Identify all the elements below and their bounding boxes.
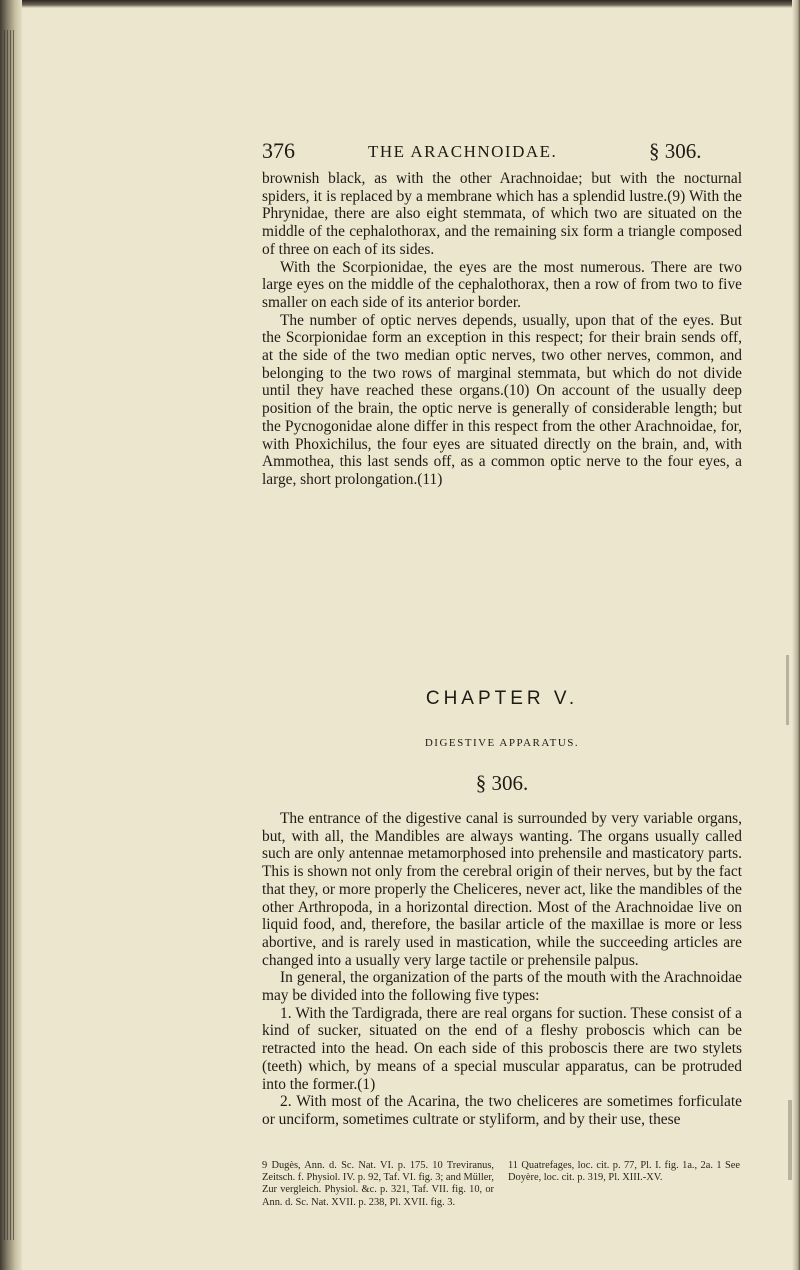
top-text-block bbox=[262, 170, 742, 489]
footnotes-right bbox=[508, 1160, 740, 1184]
paragraph: The number of optic nerves depends, usually, upon that of the eyes. But the Scorpionidae form an exception in this respect; for their brain sends off, at the side of the two median optic nerves, two other nerves, common, and belonging to the two rows of marginal stemmata, but which do not divide until they have reached these organs.(10) On account of the usually deep position of the brain, the optic nerve is generally of considerable length; but the Pycnogonidae alone differ in this respect from the other Arachnoidae, for, with Phoxichilus, the four eyes are situated directly on the brain, and, with Ammothea, this last sends off, as a common optic nerve to the four eyes, a large, short prolongation.(11) bbox=[262, 311, 742, 488]
paragraph: The entrance of the digestive canal is surrounded by very variable organs, but, with all, the Mandibles are always wanting. The organs usually called such are only antennae metamorphosed into prehensile and masticatory parts. This is shown not only from the cerebral origin of their nerves, but by the fact that they, or more properly the Cheliceres, never act, like the mandibles of the other Arthropoda, in a horizontal direction. Most of the Arachnoidae live on liquid food, and, therefore, the basilar article of the maxillae is more or less abortive, and is rarely used in mastication, while the succeeding articles are changed into a usually very large tactile or prehensile palpus. bbox=[262, 810, 742, 969]
running-head: THE ARACHNOIDAE. bbox=[368, 142, 558, 161]
chapter-subtitle: DIGESTIVE APPARATUS. bbox=[424, 737, 580, 749]
page-number: 376 bbox=[262, 138, 295, 163]
margin-mark bbox=[788, 1100, 792, 1180]
section-heading: § 306. bbox=[475, 771, 529, 795]
paragraph: In general, the organization of the parts of the mouth with the Arachnoidae may be divided into the following five types: bbox=[262, 969, 742, 1005]
chapter-title: CHAPTER V. bbox=[425, 688, 579, 709]
footnote-text: 9 Dugès, Ann. d. Sc. Nat. VI. p. 175. 10 Treviranus, Zeitsch. f. Physiol. IV. p. 92, Taf. VI. fig. 3; and Müller, Zur vergleich. Physiol. &c. p. 321, Taf. VII. fig. 10, or Ann. d. Sc. Nat. XVII. p. 238, Pl. XVII. fig. 3. bbox=[262, 1160, 494, 1208]
paragraph: 2. With most of the Acarina, the two cheliceres are sometimes forficulate or unciform, sometimes cultrate or styliform, and by their use, these bbox=[262, 1093, 742, 1128]
footnotes-left bbox=[262, 1160, 494, 1209]
body-text-block bbox=[262, 810, 742, 1129]
header-section-mark: § 306. bbox=[649, 139, 702, 163]
paragraph: brownish black, as with the other Arachnoidae; but with the nocturnal spiders, it is replaced by a membrane which has a splendid lustre.(9) With the Phrynidae, there are also eight stemmata, of which two are situated on the middle of the cephalothorax, and the remaining six form a triangle composed of three on each of its sides. bbox=[262, 170, 742, 258]
paragraph: With the Scorpionidae, the eyes are the most numerous. There are two large eyes on the middle of the cephalothorax, then a row of from two to five smaller on each side of its anterior border. bbox=[262, 258, 742, 311]
footnote-text: 11 Quatrefages, loc. cit. p. 77, Pl. I. fig. 1a., 2a. 1 See Doyère, loc. cit. p. 319, Pl. XIII.-XV. bbox=[508, 1160, 740, 1184]
margin-mark bbox=[786, 655, 789, 725]
paragraph: 1. With the Tardigrada, there are real organs for suction. These consist of a kind of sucker, situated on the end of a fleshy proboscis which can be retracted into the head. On each side of this proboscis there are two stylets (teeth) which, by means of a special muscular apparatus, can be protruded into the former.(1) bbox=[262, 1004, 742, 1093]
